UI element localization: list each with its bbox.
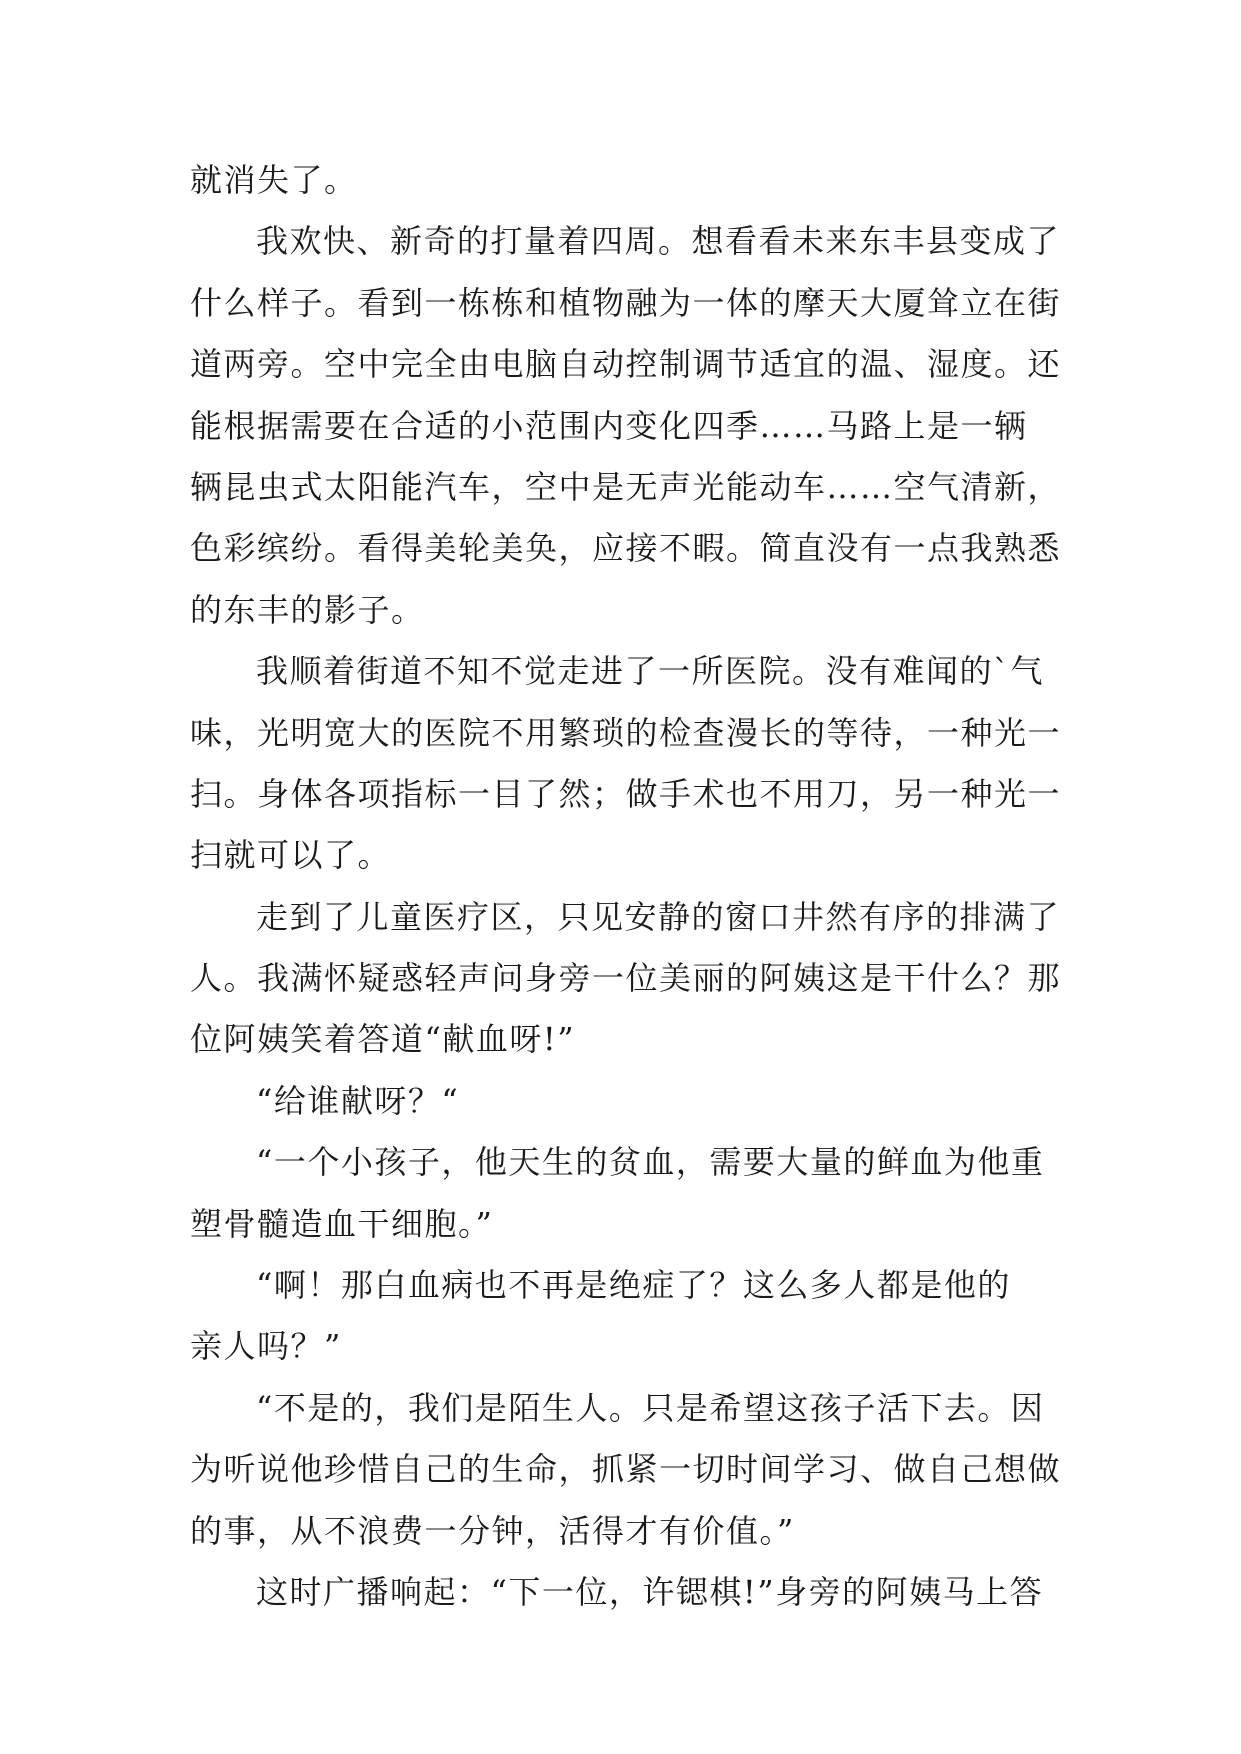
text-line: 的东丰的影子。: [190, 590, 425, 629]
document-body: [190, 150, 1062, 1623]
text-line: 就消失了。: [190, 161, 358, 199]
text-line: “给谁献呀？“: [256, 1081, 460, 1120]
text-line: 辆昆虫式太阳能汽车，空中是无声光能动车……空气清新，: [190, 467, 1062, 506]
text-line: 扫就可以了。: [190, 836, 392, 875]
text-line: 道两旁。空中完全由电脑自动控制调节适宜的温、湿度。还: [190, 345, 1062, 384]
text-line: 我欢快、新奇的打量着四周。想看看未来东丰县变成了: [256, 222, 1061, 261]
text-line: 为听说他珍惜自己的生命，抓紧一切时间学习、做自己想做: [190, 1450, 1062, 1489]
text-line: “不是的，我们是陌生人。只是希望这孩子活下去。因: [256, 1388, 1045, 1427]
text-line: 这时广播响起：“下一位，许锶棋!”身旁的阿姨马上答: [256, 1572, 1044, 1611]
text-line: 什么样子。看到一栋栋和植物融为一体的摩天大厦耸立在街: [190, 283, 1062, 322]
text-line: 的事，从不浪费一分钟，活得才有价值。”: [190, 1511, 795, 1550]
text-line: 走到了儿童医疗区，只见安静的窗口井然有序的排满了: [256, 897, 1061, 936]
text-line: 位阿姨笑着答道“献血呀!”: [190, 1020, 576, 1059]
text-line: 味，光明宽大的医院不用繁琐的检查漫长的等待，一种光一: [190, 713, 1062, 752]
text-line: 亲人吗？”: [190, 1327, 342, 1366]
text-line: 能根据需要在合适的小范围内变化四季……马路上是一辆: [190, 406, 1028, 445]
text-line: 扫。身体各项指标一目了然；做手术也不用刀，另一种光一: [190, 774, 1062, 813]
text-line: 我顺着街道不知不觉走进了一所医院。没有难闻的`气: [256, 652, 1045, 691]
text-line: 塑骨髓造血干细胞。”: [190, 1204, 494, 1243]
text-line: 人。我满怀疑惑轻声问身旁一位美丽的阿姨这是干什么？那: [190, 959, 1062, 998]
text-line: “啊！那白血病也不再是绝症了？这么多人都是他的: [256, 1266, 1011, 1305]
text-line: “一个小孩子，他天生的贫血，需要大量的鲜血为他重: [256, 1143, 1045, 1182]
text-line: 色彩缤纷。看得美轮美奂，应接不暇。简直没有一点我熟悉: [190, 529, 1062, 568]
